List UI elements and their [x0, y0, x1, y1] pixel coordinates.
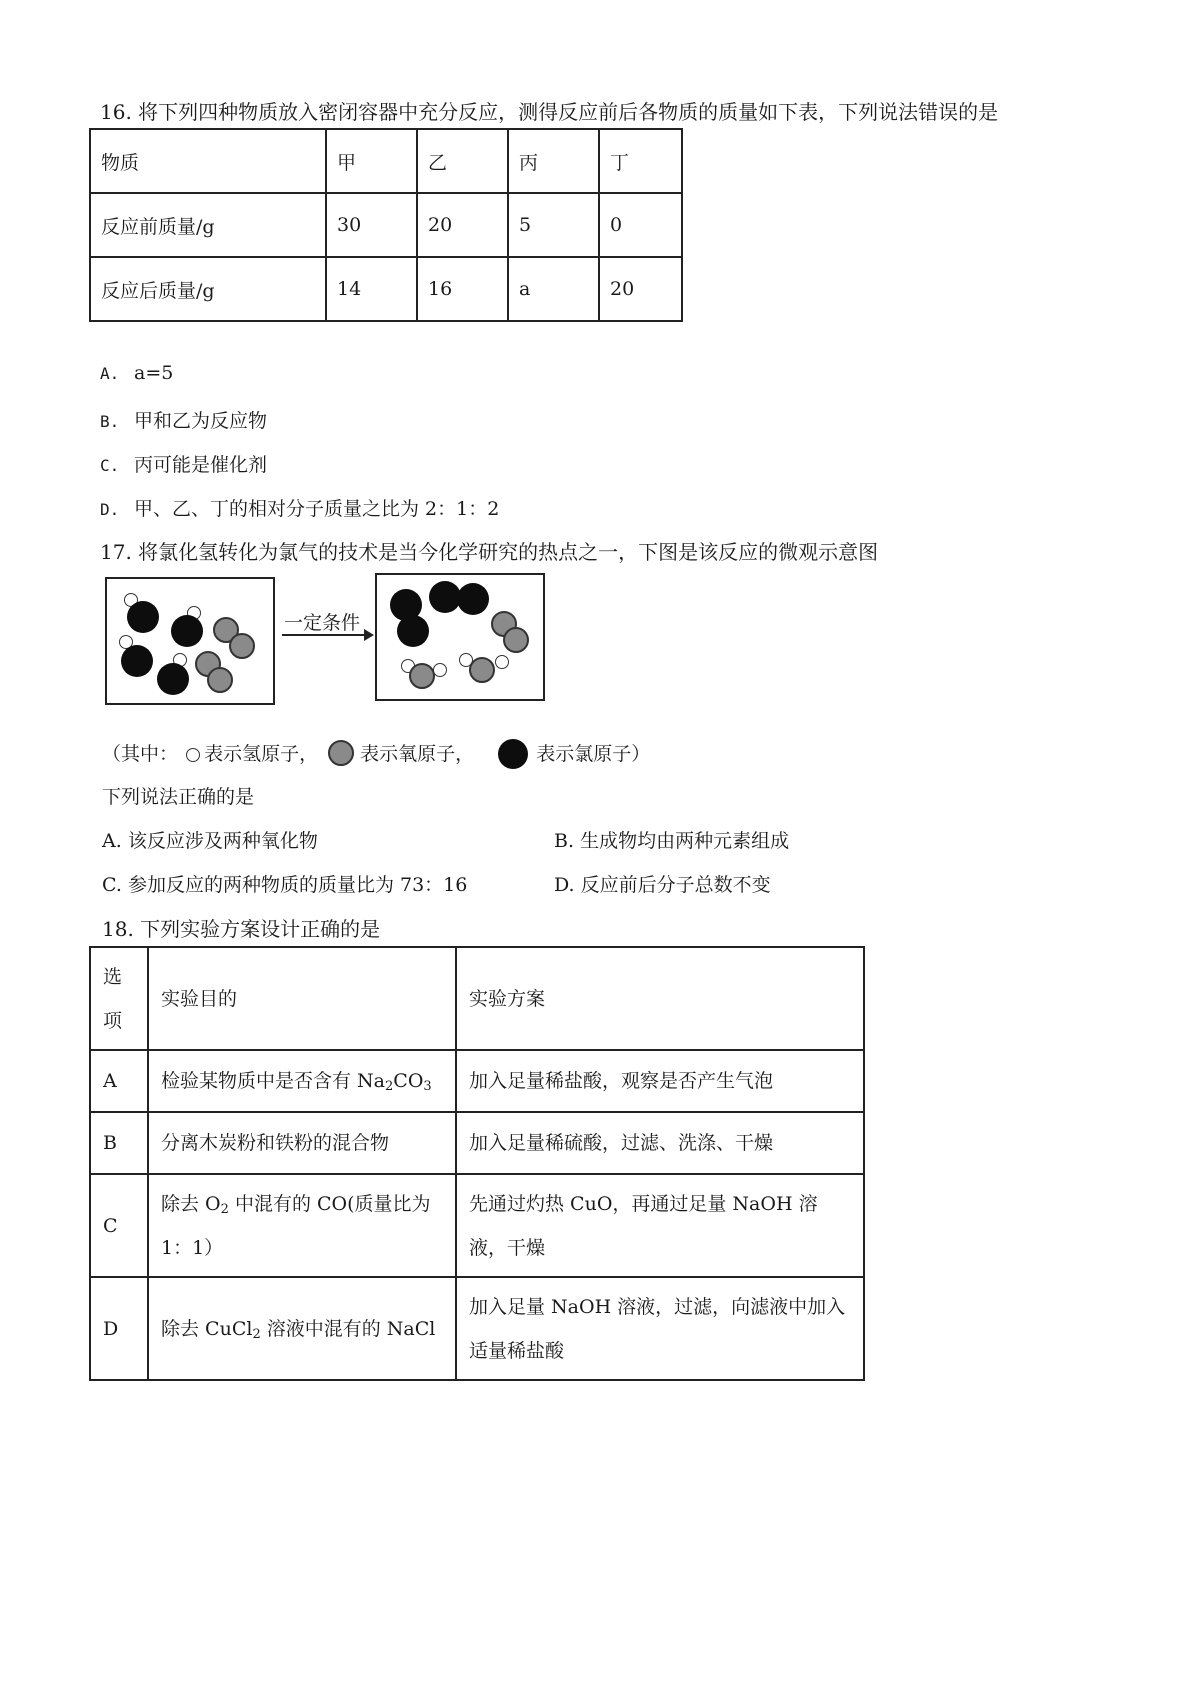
- reactants-box: [105, 577, 275, 705]
- table-cell: 16: [417, 257, 508, 321]
- option-letter: B.: [554, 830, 575, 852]
- table-header-cell: 物质: [90, 129, 326, 193]
- option-text: 生成物均由两种元素组成: [580, 830, 790, 852]
- chlorine-atom: [457, 583, 489, 615]
- oxygen-legend-icon: [328, 740, 354, 766]
- chlorine-atom: [121, 645, 153, 677]
- table-cell: 反应后质量/g: [90, 257, 326, 321]
- oxygen-atom: [207, 667, 233, 693]
- legend-hydrogen-label: 表示氢原子，: [204, 743, 319, 765]
- table-cell-plan: 加入足量稀盐酸，观察是否产生气泡: [456, 1050, 864, 1112]
- table-cell-purpose: [148, 1277, 456, 1380]
- q17-prompt: 下列说法正确的是: [102, 786, 255, 808]
- subscript: 2: [220, 1201, 229, 1217]
- table-cell-purpose: 分离木炭粉和铁粉的混合物: [148, 1112, 456, 1174]
- subscript: 2: [252, 1326, 261, 1342]
- table-row: [90, 257, 682, 321]
- legend-chlorine-label: 表示氯原子）: [536, 743, 651, 765]
- option-text: 该反应涉及两种氧化物: [127, 830, 318, 852]
- table-row: [90, 1112, 864, 1174]
- subscript: 3: [423, 1079, 432, 1094]
- legend-oxygen-label: 表示氧原子，: [360, 743, 475, 765]
- q17-option-d: [554, 870, 771, 897]
- table-cell-option: C: [90, 1174, 148, 1277]
- option-letter: D.: [100, 500, 120, 519]
- table-cell: 0: [599, 193, 682, 257]
- atom-legend: [102, 730, 651, 765]
- table-cell-purpose: [148, 1050, 456, 1112]
- purpose-text: 除去 CuCl: [161, 1317, 253, 1340]
- table-cell: 5: [508, 193, 599, 257]
- table-header-purpose: 实验目的: [148, 947, 456, 1050]
- purpose-text: CO: [393, 1070, 424, 1092]
- table-row: [90, 129, 682, 193]
- table-cell-purpose: [148, 1174, 456, 1277]
- purpose-text: 检验某物质中是否含有 Na: [161, 1070, 385, 1092]
- table-row: [90, 193, 682, 257]
- option-letter: A.: [100, 364, 120, 383]
- table-cell-option: D: [90, 1277, 148, 1380]
- q16-option-a: [100, 362, 173, 384]
- chlorine-atom: [127, 601, 159, 633]
- table-header-plan: 实验方案: [456, 947, 864, 1050]
- q17-title: 17. 将氯化氢转化为氯气的技术是当今化学研究的热点之一，下图是该反应的微观示意图: [100, 540, 879, 564]
- table-cell: 30: [326, 193, 417, 257]
- purpose-text: 中混有的 CO(质量比为 1：1）: [161, 1192, 431, 1259]
- q17-option-b: [554, 826, 789, 853]
- option-letter: C.: [102, 874, 122, 896]
- oxygen-atom: [469, 657, 495, 683]
- q18-experiment-table: [89, 946, 865, 1381]
- table-header-cell: 丁: [599, 129, 682, 193]
- table-cell-option: A: [90, 1050, 148, 1112]
- option-letter: A.: [102, 830, 122, 852]
- table-cell: 反应前质量/g: [90, 193, 326, 257]
- table-cell-plan: 加入足量 NaOH 溶液，过滤，向滤液中加入适量稀盐酸: [456, 1277, 864, 1380]
- table-cell: 20: [599, 257, 682, 321]
- option-text: a=5: [134, 362, 174, 384]
- option-letter: D.: [554, 874, 575, 896]
- option-letter: C.: [100, 456, 120, 475]
- table-header-cell: 甲: [326, 129, 417, 193]
- chlorine-legend-icon: [498, 739, 528, 769]
- option-text: 甲、乙、丁的相对分子质量之比为 2：1：2: [134, 498, 500, 520]
- purpose-text: 溶液中混有的 NaCl: [260, 1317, 436, 1340]
- hydrogen-atom: [433, 663, 447, 677]
- table-row: [90, 1277, 864, 1380]
- table-row: [90, 1050, 864, 1112]
- subscript: 2: [385, 1079, 394, 1094]
- oxygen-atom: [409, 663, 435, 689]
- reaction-arrow-icon: [282, 628, 374, 642]
- purpose-text: 除去 O: [161, 1192, 221, 1215]
- q16-title: 16. 将下列四种物质放入密闭容器中充分反应，测得反应前后各物质的质量如下表，下列说法错误的是: [100, 100, 999, 124]
- option-text: 反应前后分子总数不变: [580, 874, 771, 896]
- q16-mass-table: [89, 128, 683, 322]
- oxygen-atom: [229, 633, 255, 659]
- option-text: 丙可能是催化剂: [134, 454, 268, 476]
- chlorine-atom: [157, 663, 189, 695]
- hydrogen-legend-icon: [186, 748, 200, 762]
- table-header-option: 选项: [90, 947, 148, 1050]
- q16-option-b: [100, 406, 267, 433]
- option-letter: B.: [100, 412, 120, 431]
- legend-prefix: （其中：: [102, 743, 179, 765]
- table-row: [90, 1174, 864, 1277]
- reaction-condition-label: 一定条件: [284, 612, 361, 634]
- q16-option-d: [100, 494, 499, 521]
- table-header-cell: 丙: [508, 129, 599, 193]
- option-text: 参加反应的两种物质的质量比为 73：16: [127, 874, 468, 896]
- products-box: [375, 573, 545, 701]
- table-cell: 20: [417, 193, 508, 257]
- table-cell-plan: 加入足量稀硫酸，过滤、洗涤、干燥: [456, 1112, 864, 1174]
- table-cell-option: B: [90, 1112, 148, 1174]
- chlorine-atom: [171, 615, 203, 647]
- table-row: [90, 947, 864, 1050]
- option-text: 甲和乙为反应物: [134, 410, 268, 432]
- oxygen-atom: [503, 627, 529, 653]
- table-cell: a: [508, 257, 599, 321]
- table-header-cell: 乙: [417, 129, 508, 193]
- table-cell: 14: [326, 257, 417, 321]
- q17-option-c: [102, 870, 467, 897]
- hydrogen-atom: [495, 655, 509, 669]
- chlorine-atom: [397, 615, 429, 647]
- q17-option-a: [102, 826, 318, 853]
- q16-option-c: [100, 450, 267, 477]
- table-cell-plan: 先通过灼热 CuO，再通过足量 NaOH 溶液，干燥: [456, 1174, 864, 1277]
- q18-title: 18. 下列实验方案设计正确的是: [102, 917, 381, 941]
